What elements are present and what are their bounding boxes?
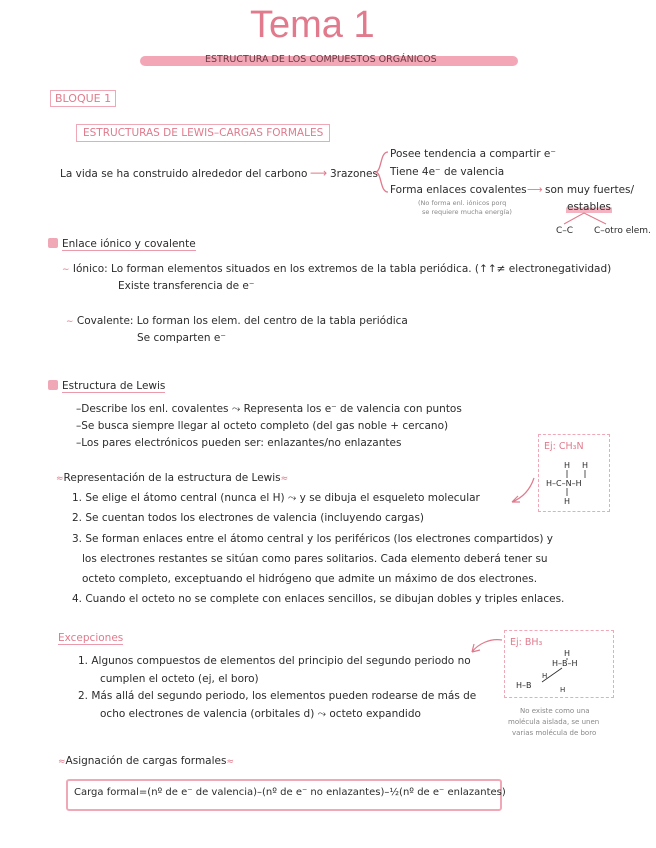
carbon-intro: La vida se ha construido alrededor del carbono bbox=[60, 168, 308, 180]
covalent-note: son muy fuertes/ bbox=[545, 184, 635, 196]
lewis-item-3: –Los pares electrónicos pueden ser: enlazantes/no enlazantes bbox=[76, 437, 402, 449]
block-label: BLOQUE 1 bbox=[50, 90, 116, 107]
repr-step-4: 4. Cuando el octeto no se complete con enlaces sencillos, se dibujan dobles y triples enlaces. bbox=[72, 593, 565, 605]
subtitle: ESTRUCTURA DE LOS COMPUESTOS ORGÁNICOS bbox=[205, 54, 437, 65]
split-arrows-icon bbox=[556, 212, 616, 226]
repr-step-2: 2. Se cuentan todos los electrones de valencia (incluyendo cargas) bbox=[72, 512, 425, 524]
ch3n-structure bbox=[544, 458, 606, 506]
excepciones-heading: Excepciones bbox=[58, 632, 124, 644]
estables-label: estables bbox=[567, 201, 611, 213]
bh3-structure bbox=[512, 648, 608, 694]
arrow-icon: ⟶ bbox=[310, 166, 328, 180]
cc-label: C–C bbox=[556, 226, 574, 236]
note-line-1: (No forma enl. iónicos porq bbox=[418, 199, 507, 207]
enlace-heading: Enlace iónico y covalente bbox=[48, 238, 196, 250]
svg-text:H: H bbox=[542, 672, 548, 680]
svg-text:H–B: H–B bbox=[516, 681, 532, 690]
exc-line-3: 2. Más allá del segundo periodo, los elementos pueden rodearse de más de bbox=[78, 690, 477, 702]
repr-heading: ≈Representación de la estructura de Lewis≈ bbox=[56, 472, 289, 484]
brace-icon bbox=[374, 150, 390, 194]
bullet-square-icon bbox=[48, 238, 58, 248]
reasons-label: 3razones bbox=[330, 168, 378, 180]
lewis-item-2: –Se busca siempre llegar al octeto completo (del gas noble + cercano) bbox=[76, 420, 449, 432]
page-title: Tema 1 bbox=[250, 4, 375, 46]
bh3-example-label: Ej: BH₃ bbox=[510, 637, 543, 648]
c-other-label: C–otro elem. bbox=[594, 226, 651, 236]
svg-text:H–B–H: H–B–H bbox=[552, 659, 578, 668]
ch3n-example-label: Ej: CH₃N bbox=[544, 441, 584, 452]
arrow-icon: ⟶ bbox=[527, 183, 543, 196]
curved-arrow-icon bbox=[508, 476, 538, 506]
squiggle-icon: ≈ bbox=[56, 474, 64, 484]
bh3-caption-2: molécula aislada, se unen bbox=[508, 718, 600, 726]
reason-1: Posee tendencia a compartir e⁻ bbox=[390, 148, 556, 160]
bullet-square-icon bbox=[48, 380, 58, 390]
squiggle-icon: ∼ bbox=[62, 265, 70, 275]
reason-3: Forma enlaces covalentes bbox=[390, 184, 527, 196]
ionic-line-1: ∼ Iónico: Lo forman elementos situados en los extremos de la tabla periódica. (↑↑≠ electronegatividad) bbox=[62, 263, 612, 275]
exc-line-1: 1. Algunos compuestos de elementos del principio del segundo periodo no bbox=[78, 655, 471, 667]
ionic-line-2: Existe transferencia de e⁻ bbox=[118, 280, 255, 292]
repr-step-1: 1. Se elige el átomo central (nunca el H) ⤳ y se dibuja el esqueleto molecular bbox=[72, 492, 480, 504]
svg-text:H: H bbox=[564, 497, 571, 506]
cov-line-2: Se comparten e⁻ bbox=[137, 332, 226, 344]
lewis-heading: Estructura de Lewis bbox=[48, 380, 165, 392]
exc-line-4: ocho electrones de valencia (orbitales d) ⤳ octeto expandido bbox=[100, 708, 421, 720]
cargas-heading: ≈Asignación de cargas formales≈ bbox=[58, 755, 234, 767]
bh3-caption-3: varias molécula de boro bbox=[512, 729, 597, 737]
squiggle-icon: ≈ bbox=[280, 474, 289, 484]
note-line-2: se requiere mucha energía) bbox=[422, 208, 512, 216]
formal-charge-formula: Carga formal=(nº de e⁻ de valencia)–(nº de e⁻ no enlazantes)–½(nº de e⁻ enlazantes) bbox=[74, 787, 506, 798]
svg-text:H: H bbox=[582, 461, 589, 470]
squiggle-icon: ∼ bbox=[66, 317, 74, 327]
svg-text:H: H bbox=[564, 461, 571, 470]
cov-line-1: ∼ Covalente: Lo forman los elem. del centro de la tabla periódica bbox=[66, 315, 408, 327]
svg-text:H: H bbox=[560, 686, 566, 694]
squiggle-icon: ≈ bbox=[226, 757, 234, 767]
lewis-item-1: –Describe los enl. covalentes ⤳ Representa los e⁻ de valencia con puntos bbox=[76, 403, 462, 415]
section-title: ESTRUCTURAS DE LEWIS–CARGAS FORMALES bbox=[76, 124, 330, 142]
repr-step-3b: los electrones restantes se sitúan como pares solitarios. Cada elemento deberá tener su bbox=[82, 553, 548, 565]
exc-line-2: cumplen el octeto (ej, el boro) bbox=[100, 673, 259, 685]
repr-step-3: 3. Se forman enlaces entre el átomo central y los periféricos (los electrones compartidos) y bbox=[72, 533, 553, 545]
squiggle-icon: ≈ bbox=[58, 757, 66, 767]
svg-text:H: H bbox=[564, 649, 571, 658]
bh3-caption-1: No existe como una bbox=[520, 707, 590, 715]
reason-2: Tiene 4e⁻ de valencia bbox=[390, 166, 505, 178]
repr-step-3c: octeto completo, exceptuando el hidrógeno que admite un máximo de dos electrones. bbox=[82, 573, 538, 585]
svg-text:H–C–N–H: H–C–N–H bbox=[546, 479, 582, 488]
curved-arrow-icon bbox=[470, 636, 504, 656]
